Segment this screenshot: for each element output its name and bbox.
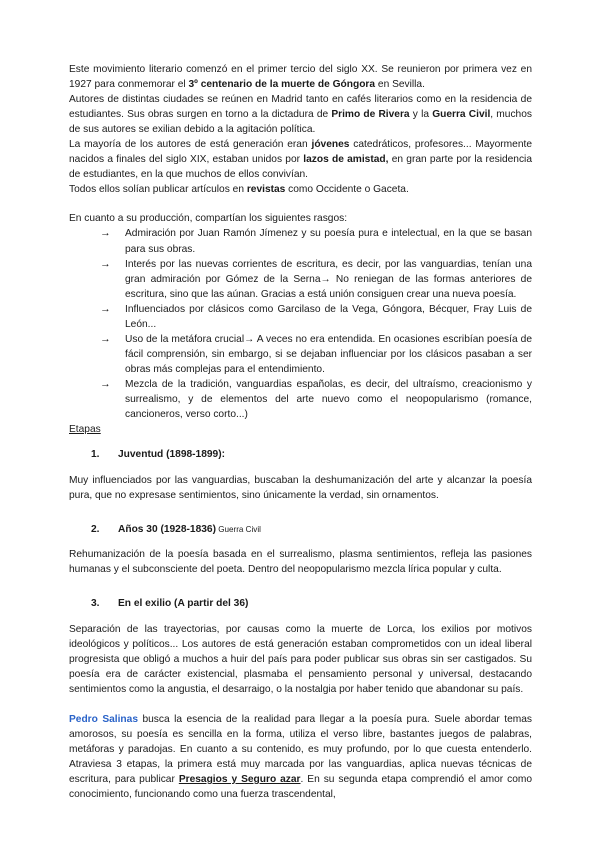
intro-p4-text-b: como Occidente o Gaceta. xyxy=(285,184,409,196)
etapa-body-3: Separación de las trayectorias, por causas como la muerte de Lorca, los exilios por motivos ideológicos y políticos... Los autores de está generación estaban comprometidos con un ideal liberal progresista que obligó a muchos a huir del país para poder publicar sus obras sin ser castigados. Su poesía era de carácter existencial, plasmaba el pensamiento personal y universal, destacando sentimientos como la angustia, el desarraigo, o la nostalgia por haber tenido que abandonar su país. xyxy=(69,623,532,695)
list-item xyxy=(98,332,532,377)
rasgo-text: Mezcla de la tradición, vanguardias españolas, es decir, del ultraísmo, creacionismo y surrealismo, y de elementos del arte nuevo como el neopopularismo (romance, cancioneros, verso corto...) xyxy=(125,378,532,421)
intro-p3-text-b: catedráticos, profesores... Mayormente nacidos a finales del siglo XIX, estaban unidos por xyxy=(69,139,532,166)
salinas-text-b: . En su segunda etapa comprendió el amor como conocimiento, funcionando como una fuerza trascendental, xyxy=(69,774,533,801)
list-item xyxy=(98,257,532,302)
intro-paragraph-3 xyxy=(69,137,532,182)
etapa-title: Juventud (1898-1899): xyxy=(118,449,226,461)
list-item xyxy=(98,377,532,422)
pedro-salinas-link[interactable]: Pedro Salinas xyxy=(69,713,138,725)
intro-p2-text-a: Autores de distintas ciudades se reúnen en Madrid tanto en cafés literarios como en la residencia de estudiantes. Sus obras surgen en torno a la dictadura de xyxy=(69,94,532,121)
etapa-heading-3 xyxy=(91,596,532,611)
spacer-before-salinas xyxy=(69,697,532,712)
intro-p3-bold-jovenes: jóvenes xyxy=(311,139,350,151)
intro-p1-text-b: en Sevilla. xyxy=(375,79,425,91)
etapas-list xyxy=(69,447,532,697)
document-body xyxy=(69,62,532,802)
intro-p1-bold-gongora: 3º centenario de la muerte de Góngora xyxy=(188,79,376,91)
rasgo-text: Influenciados por clásicos como Garcilaso de la Vega, Góngora, Bécquer, Fray Luis de León... xyxy=(125,303,532,330)
spacer-after-intro xyxy=(69,197,532,211)
intro-p1-text-a: Este movimiento literario comenzó en el primer tercio del siglo XX. Se reunieron por primera vez en 1927 para conmemorar el xyxy=(69,64,532,91)
salinas-paragraph xyxy=(69,712,532,802)
etapa-number: 3. xyxy=(91,598,100,610)
list-item xyxy=(98,302,532,332)
intro-paragraph-2 xyxy=(69,92,532,137)
spacer-etapa-1 xyxy=(69,503,532,512)
intro-p3-text-a: La mayoría de los autores de está generación eran xyxy=(69,139,312,151)
arrow-right-icon: → xyxy=(100,302,111,315)
arrow-right-icon: → xyxy=(100,332,111,345)
intro-p3-bold-lazos-de-amistad: lazos de amistad, xyxy=(303,154,389,166)
production-rasgos-list xyxy=(69,226,532,422)
arrow-right-icon: → xyxy=(100,257,111,270)
etapas-heading: Etapas xyxy=(69,424,101,436)
etapa-title: En el exilio (A partir del 36) xyxy=(118,598,249,610)
etapa-heading-2 xyxy=(91,522,532,537)
intro-p2-text-c: , muchos de sus autores se exilian debido a la agitación política. xyxy=(69,109,532,136)
intro-paragraph-4 xyxy=(69,182,532,197)
rasgo-text: Uso de la metáfora crucial→ A veces no era entendida. En ocasiones escribían poesía de fácil comprensión, sin embargo, si se dejaban influenciar por los clásicos pasaban a ser obras más complejas para el entendimiento. xyxy=(125,333,532,375)
etapa-body-1: Muy influenciados por las vanguardias, buscaban la deshumanización del arte y alcanzar la poesía pura, que no expresase sentimientos, sino únicamente la verdad, sin ornamentos. xyxy=(69,474,532,501)
rasgo-text: Interés por las nuevas corrientes de escritura, es decir, por las vanguardias, tenían una gran admiración por Gómez de la Serna→ No reniegan de las formas anteriores de escritura, sino que las aúnan. Gracias a está unión consiguen crear una nueva poesía. xyxy=(125,258,532,300)
intro-p2-text-b: y la xyxy=(409,109,433,121)
arrow-right-icon: → xyxy=(100,377,111,390)
salinas-work-title: Presagios y Seguro azar xyxy=(178,774,301,785)
etapa-title: Años 30 (1928-1836) xyxy=(118,523,216,535)
list-item xyxy=(98,226,532,256)
intro-p4-text-a: Todos ellos solían publicar artículos en xyxy=(69,184,247,196)
etapa-number: 1. xyxy=(91,449,100,461)
intro-p3-text-c: en gran parte por la residencia de estudiantes, en la que muchos de ellos convivían. xyxy=(69,154,532,181)
arrow-right-icon: → xyxy=(100,227,111,240)
production-lead: En cuanto a su producción, compartían los siguientes rasgos: xyxy=(69,213,348,225)
intro-p2-bold-primo-de-rivera: Primo de Rivera xyxy=(331,109,410,121)
salinas-text-a: busca la esencia de la realidad para llegar a la poesía pura. Suele abordar temas amorosos, su poesía es sencilla en la forma, utiliza el verso libre, bastantes juegos de palabras, metáforas y paradojas. En cuanto a su contenido, es muy profundo, por lo que cuesta entenderlo. Atraviesa 3 etapas, la primera está muy marcada por las vanguardias, aplica nuevas técnicas de escritura, para publicar xyxy=(69,713,532,785)
etapa-body-2: Rehumanización de la poesía basada en el surrealismo, plasma sentimientos, refleja las pasiones humanas y el subconsciente del poeta. Dentro del neopopularismo mezcla lírica popular y culta. xyxy=(69,549,532,576)
rasgo-text: Admiración por Juan Ramón Jímenez y su poesía pura e intelectual, en la que se basan para sus obras. xyxy=(125,228,532,255)
etapa-heading-1 xyxy=(91,447,532,462)
etapa-note: Guerra Civil xyxy=(218,524,261,534)
spacer-etapa-2 xyxy=(69,577,532,586)
intro-p2-bold-guerra-civil: Guerra Civil xyxy=(432,109,491,121)
etapa-number: 2. xyxy=(91,523,100,535)
intro-p4-bold-revistas: revistas xyxy=(246,184,286,196)
intro-paragraph-1 xyxy=(69,62,532,92)
